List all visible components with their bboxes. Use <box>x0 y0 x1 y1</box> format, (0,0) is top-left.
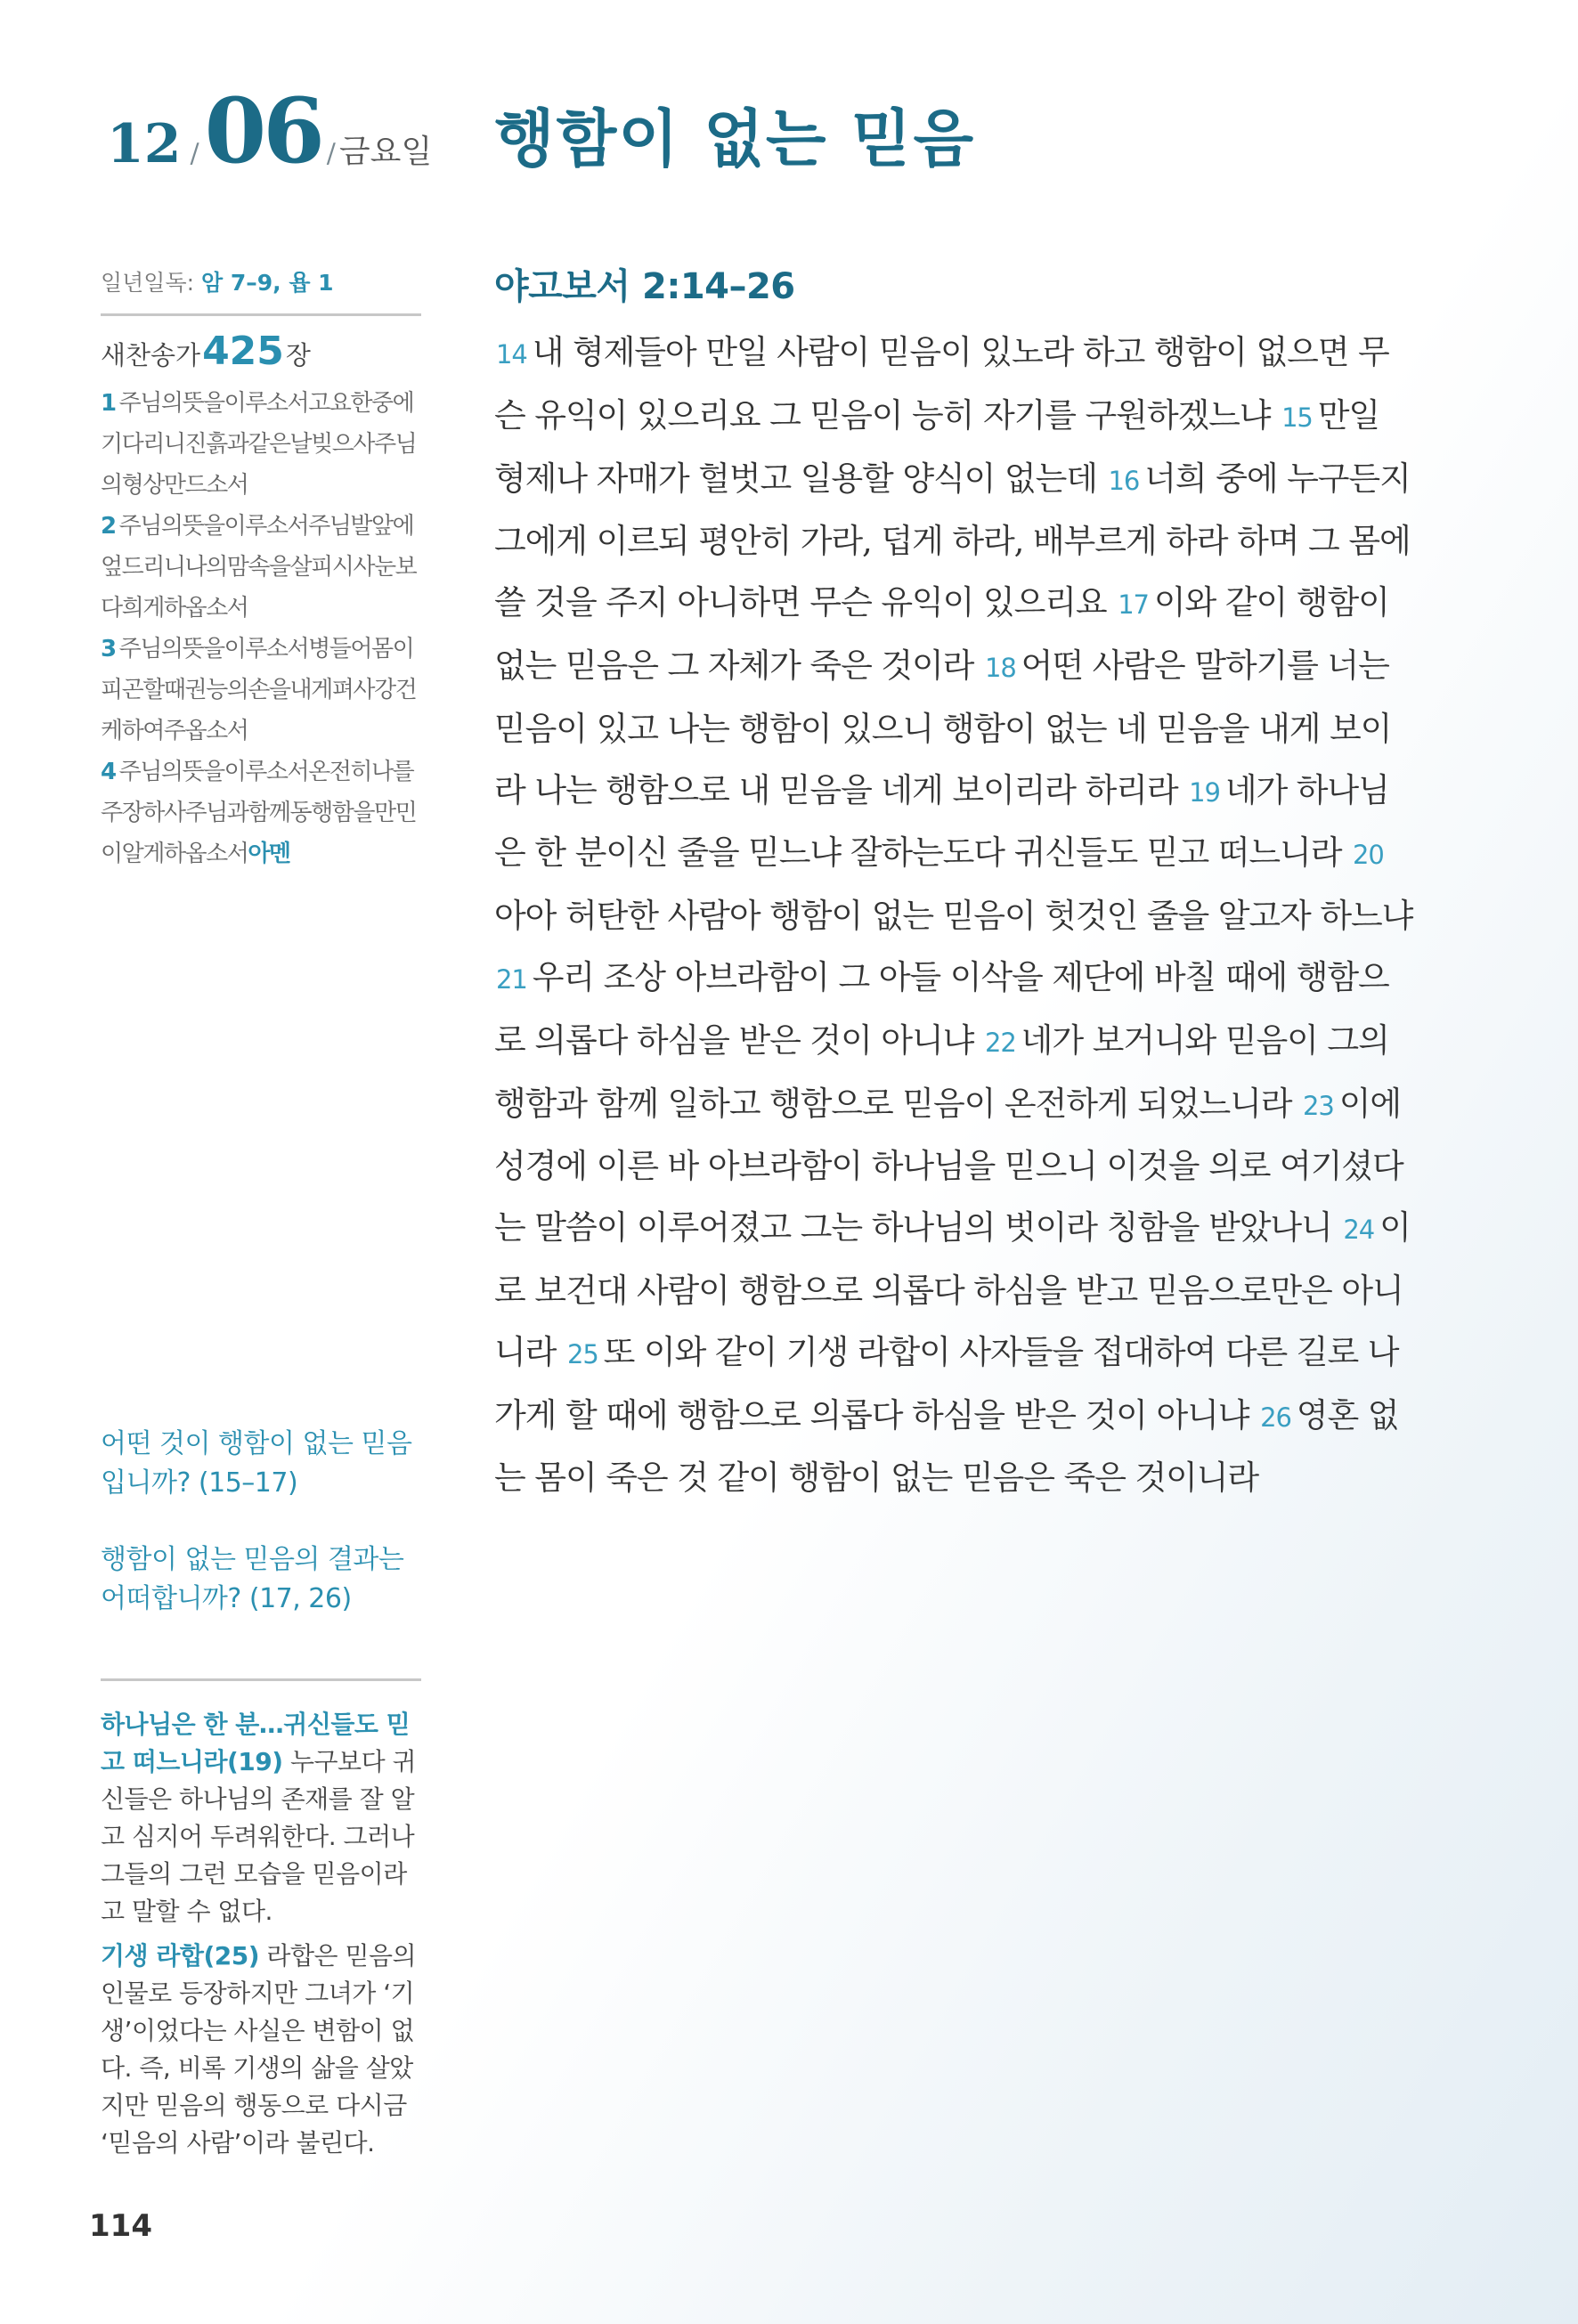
verse-text: 네가 하나님은 한 분이신 줄을 믿느냐 잘하는도다 귀신들도 믿고 떠느니라 <box>494 770 1389 873</box>
note <box>101 1938 421 2162</box>
verse-number: 15 <box>1281 402 1313 433</box>
note <box>101 1706 421 1930</box>
verse-number: 18 <box>984 652 1016 683</box>
date-header <box>107 78 433 183</box>
verse-number: 20 <box>1353 840 1384 871</box>
reading-refs: 암 7–9, 욥 1 <box>200 270 334 296</box>
hymn-number: 425 <box>202 329 284 374</box>
verse-text: 내 형제들아 만일 사람이 믿음이 있노라 하고 행함이 없으면 무슨 유익이 있으리요 그 믿음이 능히 자기를 구원하겠느냐 <box>494 333 1389 435</box>
date-separator: / <box>326 138 336 169</box>
verse-text: 이에 성경에 이른 바 아브라함이 하나님을 믿으니 이것을 의로 여기셨다는 말씀이 이루어졌고 그는 하나님의 벗이라 칭함을 받았나니 <box>494 1084 1403 1247</box>
verse-number: 21 <box>496 963 527 995</box>
amen: 아멘 <box>248 841 290 867</box>
divider <box>101 313 421 316</box>
annual-reading <box>101 265 421 297</box>
month: 12 <box>107 113 182 175</box>
verse-text: 너희 중에 누구든지 그에게 이르되 평안히 가라, 덥게 하라, 배부르게 하라 하며 그 몸에 쓸 것을 주지 아니하면 무슨 유익이 있으리요 <box>494 459 1411 622</box>
hymn-verse-number: 3 <box>101 636 116 662</box>
hymn-suffix: 장 <box>285 340 311 370</box>
verse-number: 23 <box>1303 1090 1334 1121</box>
verse-text: 영혼 없는 몸이 죽은 것 같이 행함이 없는 믿음은 죽은 것이니라 <box>494 1395 1399 1498</box>
verse-number: 25 <box>566 1338 598 1369</box>
verse-number: 24 <box>1343 1215 1375 1246</box>
hymn-verse-number: 1 <box>101 390 116 417</box>
hymn-verse-number: 2 <box>101 513 116 540</box>
page-number: 114 <box>89 2208 152 2244</box>
note-highlight: 기생 라합(25) <box>101 1941 259 1971</box>
hymn-verse <box>101 506 421 629</box>
study-questions <box>101 1425 421 1656</box>
verse-text: 어떤 사람은 말하기를 너는 믿음이 있고 나는 행함이 있으니 행함이 없는 네 믿음을 내게 보이라 나는 행함으로 내 믿음을 네게 보이리라 하리라 <box>494 646 1392 809</box>
passage-reference: 야고보서 2:14–26 <box>494 266 795 307</box>
page-title: 행함이 없는 믿음 <box>494 102 976 175</box>
verse-text: 또 이와 같이 기생 라합이 사자들을 접대하여 다른 길로 나가게 할 때에 행함으로 의롭다 하심을 받은 것이 아니냐 <box>494 1332 1399 1434</box>
verse-number: 16 <box>1108 465 1140 496</box>
hymn-verse-text: 주님의뜻을이루소서주님발앞에엎드리니나의맘속을살피시사눈보다희게하옵소서 <box>101 513 417 622</box>
note-text: 라합은 믿음의 인물로 등장하지만 그녀가 ‘기생’이었다는 사실은 변함이 없다. 즉, 비록 기생의 삶을 살았지만 믿음의 행동으로 다시금 ‘믿음의 사람’이라 불린다. <box>101 1941 417 2157</box>
verse-number: 19 <box>1189 776 1220 808</box>
divider <box>101 1678 421 1681</box>
verse-number: 17 <box>1118 589 1149 621</box>
verse-text: 이와 같이 행함이 없는 믿음은 그 자체가 죽은 것이라 <box>494 583 1389 685</box>
date-separator: / <box>190 138 199 169</box>
hymn-heading <box>101 329 421 374</box>
hymn-prefix: 새찬송가 <box>101 340 201 370</box>
hymn-verse-text: 주님의뜻을이루소서고요한중에기다리니진흙과같은날빚으사주님의형상만드소서 <box>101 390 417 499</box>
scripture-text <box>494 322 1416 1509</box>
verse-number: 22 <box>984 1027 1016 1058</box>
note-text: 누구보다 귀신들은 하나님의 존재를 잘 알고 심지어 두려워한다. 그러나 그들의 그런 모습을 믿음이라고 말할 수 없다. <box>101 1747 417 1926</box>
verse-text: 네가 보거니와 믿음이 그의 행함과 함께 일하고 행함으로 믿음이 온전하게 되었느니라 <box>494 1020 1389 1123</box>
verse-text: 우리 조상 아브라함이 그 아들 이삭을 제단에 바칠 때에 행함으로 의롭다 하심을 받은 것이 아니냐 <box>494 957 1389 1060</box>
sidebar <box>101 258 421 874</box>
verse-number: 26 <box>1260 1402 1291 1433</box>
hymn-verse <box>101 752 421 874</box>
note-highlight: 하나님은 한 분…귀신들도 믿고 떠느니라(19) <box>101 1710 411 1776</box>
reading-label: 일년일독: <box>101 270 195 296</box>
day: 06 <box>204 78 321 183</box>
hymn-verse <box>101 629 421 752</box>
verse-text: 만일 형제나 자매가 헐벗고 일용할 양식이 없는데 <box>494 395 1380 498</box>
study-notes <box>101 1678 421 2169</box>
hymn-lyrics <box>101 383 421 874</box>
weekday: 금요일 <box>338 134 433 170</box>
question: 행함이 없는 믿음의 결과는 어떠합니까? (17, 26) <box>101 1544 404 1614</box>
question: 어떤 것이 행함이 없는 믿음입니까? (15–17) <box>101 1428 412 1499</box>
hymn-verse-text: 주님의뜻을이루소서온전히나를주장하사주님과함께동행함을만민이알게하옵소서 <box>101 759 417 867</box>
verse-text: 이로 보건대 사람이 행함으로 의롭다 하심을 받고 믿음으로만은 아니니라 <box>494 1208 1411 1371</box>
hymn-verse-text: 주님의뜻을이루소서병들어몸이피곤할때권능의손을내게펴사강건케하여주옵소서 <box>101 636 417 744</box>
verse-number: 14 <box>496 339 527 370</box>
verse-text: 아아 허탄한 사람아 행함이 없는 믿음이 헛것인 줄을 알고자 하느냐 <box>494 897 1413 936</box>
hymn-verse-number: 4 <box>101 759 116 785</box>
hymn-verse <box>101 383 421 506</box>
